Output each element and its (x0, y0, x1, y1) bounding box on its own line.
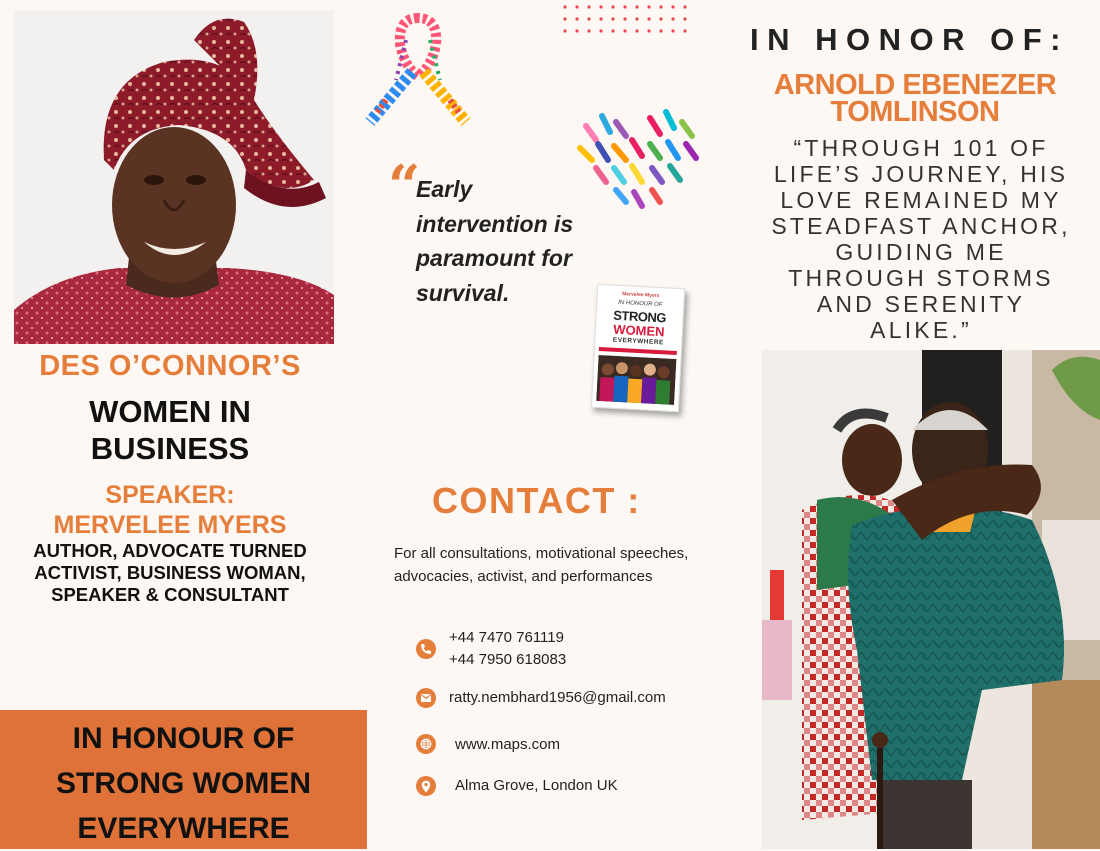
pull-quote-line: paramount for (416, 245, 572, 271)
program-title-line: BUSINESS (90, 431, 250, 466)
honoree-name-line: TOMLINSON (830, 96, 1000, 128)
book-cover-image (588, 282, 690, 416)
honour-banner (0, 710, 367, 849)
contact-email[interactable]: ratty.nembhard1956@gmail.com (449, 689, 666, 706)
contact-website[interactable]: www.maps.com (455, 736, 561, 753)
honor-heading: IN HONOR OF: (750, 22, 1069, 57)
speaker-name: MERVELEE MYERS (53, 511, 287, 539)
tribute-line: GUIDING ME (835, 239, 1007, 265)
honoree-name (740, 69, 1090, 128)
honour-banner-line: EVERYWHERE (77, 812, 290, 845)
book-author: Mervelee Myers (622, 291, 660, 300)
book-title-line: IN HONOUR OF (618, 299, 663, 309)
globe-icon (416, 734, 436, 754)
awareness-ribbon-icon (356, 10, 480, 134)
org-name: DES O’CONNOR’S (39, 350, 301, 382)
book-group-photo (596, 355, 676, 405)
contact-phone-2[interactable]: +44 7950 618083 (449, 651, 567, 668)
honoree-name-line: ARNOLD EBENEZER (773, 69, 1057, 101)
contact-phone-1[interactable]: +44 7470 761119 (449, 629, 564, 646)
honoree-photo (762, 350, 1100, 849)
speaker-role-line: ACTIVIST, BUSINESS WOMAN, (34, 562, 306, 583)
contact-title: CONTACT : (432, 480, 641, 521)
mail-icon (416, 688, 436, 708)
speaker-roles (0, 540, 340, 606)
speaker-portrait (14, 10, 334, 344)
tribute-line: LIFE’S JOURNEY, HIS (773, 161, 1069, 187)
honour-banner-line: IN HONOUR OF (72, 722, 295, 755)
speaker-label (0, 480, 340, 540)
speaker-label-line: SPEAKER: (105, 481, 235, 509)
tribute-line: LOVE REMAINED MY (780, 187, 1062, 213)
tribute-line: “THROUGH 101 OF (793, 135, 1049, 161)
tribute-line: THROUGH STORMS (788, 265, 1054, 291)
program-title-line: WOMEN IN (89, 394, 251, 429)
book-title-line: EVERYWHERE (612, 336, 664, 347)
program-title (0, 393, 340, 467)
speaker-role-line: SPEAKER & CONSULTANT (51, 584, 289, 605)
contact-description: For all consultations, motivational speeches, advocacies, activist, and performances (394, 545, 689, 585)
tribute-line: AND SERENITY (816, 291, 1026, 317)
tribute-line: STEADFAST ANCHOR, (771, 213, 1071, 239)
pull-quote-line: survival. (416, 279, 510, 306)
pull-quote-line: intervention is (416, 210, 574, 237)
tribute-quote (752, 135, 1090, 343)
quote-mark-icon: “ (388, 153, 421, 219)
book-title-line: WOMEN (612, 321, 665, 340)
honour-banner-line: STRONG WOMEN (56, 767, 311, 800)
contact-address: Alma Grove, London UK (455, 777, 618, 794)
tribute-line: ALIKE.” (870, 317, 972, 343)
book-title-line: STRONG (612, 307, 667, 326)
pull-quote-line: Early (416, 176, 473, 202)
phone-icon (416, 639, 436, 659)
book-band (599, 347, 677, 355)
location-pin-icon (416, 776, 436, 796)
decorative-dot-grid (562, 3, 688, 35)
speaker-role-line: AUTHOR, ADVOCATE TURNED (33, 540, 307, 561)
